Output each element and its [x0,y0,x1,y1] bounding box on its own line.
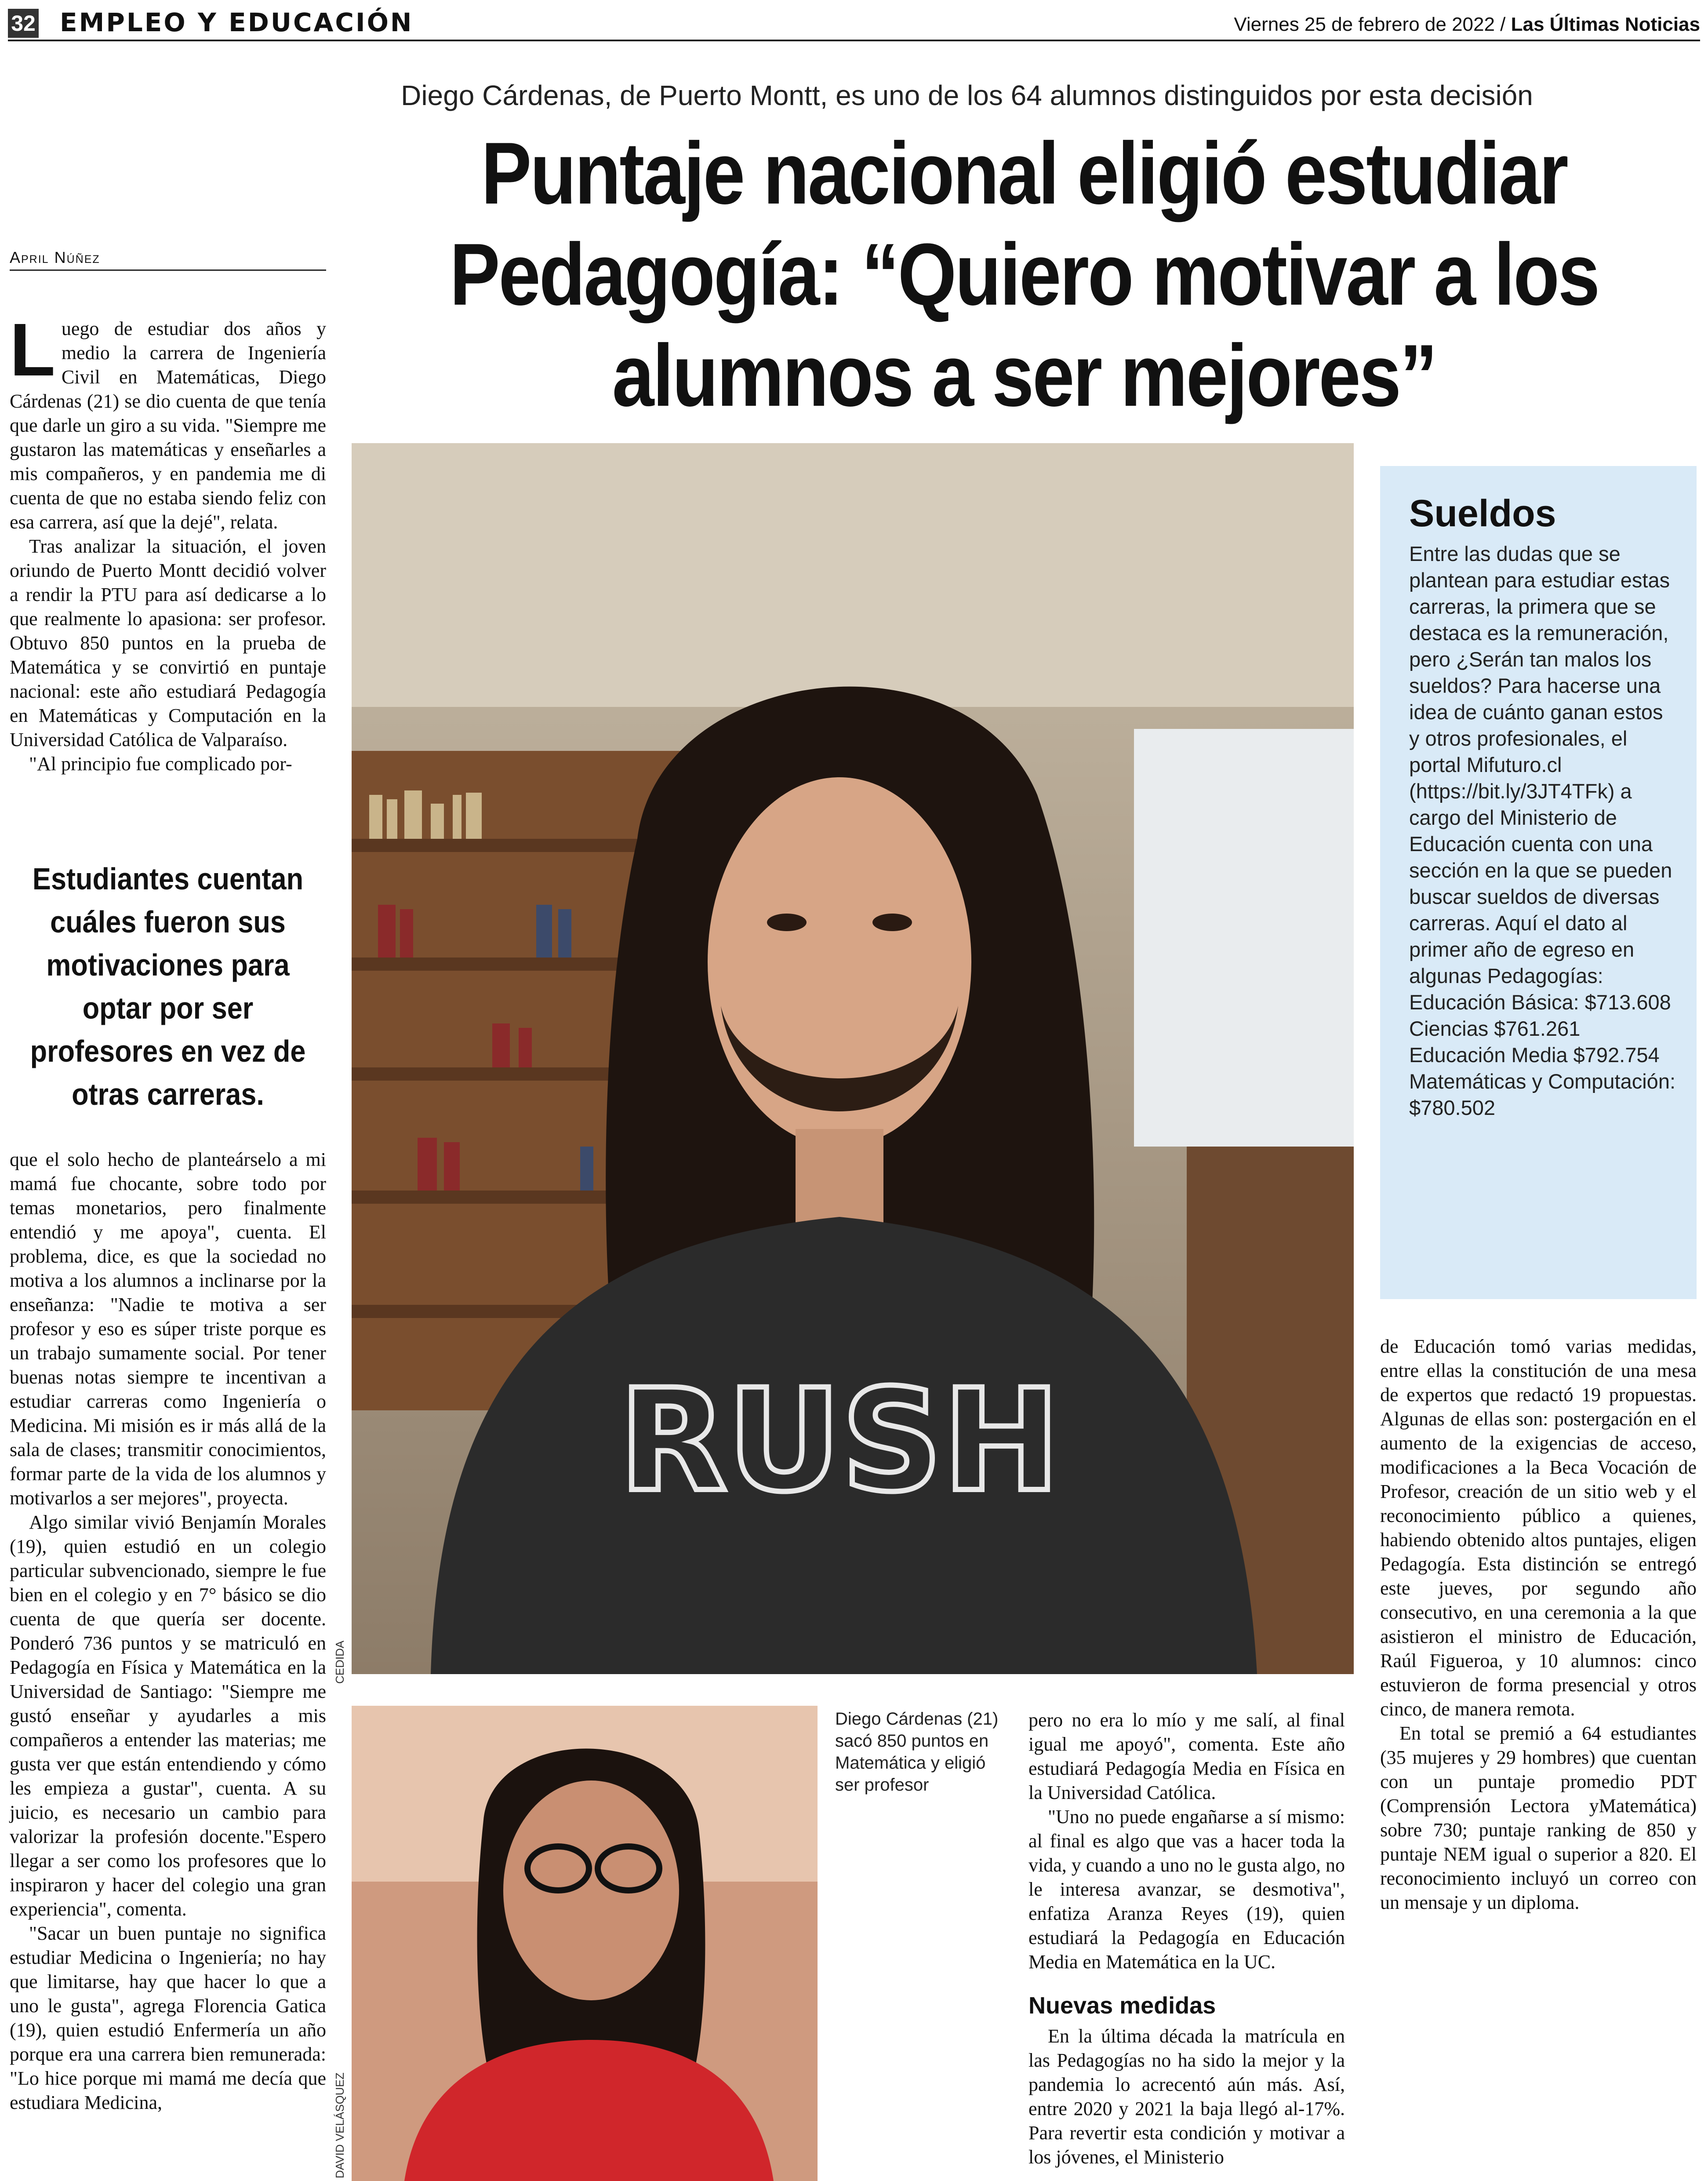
main-photo [352,443,1354,1674]
page-number: 32 [8,9,39,38]
article-column-4 [1380,1334,1697,1915]
paragraph: Tras analizar la situación, el joven oriundo de Puerto Montt decidió volver a rendir la PTU para así dedicarse a lo que realmente lo apasiona: ser profesor. Obtuvo 850 puntos en la prueba de Matemática y se convirtió en puntaje nacional: este año estudiará Pedagogía en Matemáticas y Computación en la Universidad Católica de Valparaíso. [10,535,326,750]
paragraph [10,308,326,534]
paragraph: "Uno no puede engañarse a sí mismo: al final es algo que vas a hacer toda la vida, y cuando a uno no le gusta algo, no le interesa avanzar, se desmotiva", enfatiza Aranza Reyes (19), quien estudiará la Pedagogía en Educación Media en Matemática en la UC. [1028,1806,1345,1973]
sidebar-title: Sueldos [1409,492,1556,535]
salary-item: Ciencias $761.261 [1409,1017,1581,1040]
article-column-1b [10,1147,326,2115]
second-photo [352,1706,818,2181]
paragraph: "Al principio fue complicado por- [29,753,292,775]
article-headline: Puntaje nacional eligió estudiar Pedagogía: “Quiero motivar a los alumnos a ser mejores” [450,124,1599,425]
paragraph: pero no era lo mío y me salí, al final igual me apoyó", comenta. Este año estudiará Pedagogía Media en Física en la Universidad Católica. [1028,1709,1345,1803]
paragraph: de Educación tomó varias medidas, entre ellas la constitución de una mesa de expertos que redactó 19 propuestas. Algunas de ellas son: postergación en el aumento de la exigencias de acceso, modificaciones a la Beca Vocación de Profesor, creación de un sitio web y el reconocimiento público a quienes, habiendo obtenido altos puntajes, eligen Pedagogía. Esta distinción se entregó este jueves, por segundo año consecutivo, en una ceremonia a la que asistieron el ministro de Educación, Raúl Figueroa, y 10 alumnos: cinco estuvieron de forma presencial y otros cinco, de manera remota. [1380,1336,1697,1720]
salary-list [1409,989,1679,1121]
pull-quote: Estudiantes cuentan cuáles fueron sus motivaciones para optar por ser profesores en vez de otras carreras. [30,862,306,1111]
paragraph: "Sacar un buen puntaje no significa estudiar Medicina o Ingeniería; no hay que limitarse, hay que hacer lo que a uno le gusta", agrega Florencia Gatica (19), quien estudió Enfermería un año porque era una carrera bien remunerada: "Lo hice porque mi mamá me decía que estudiara Medicina, [10,1922,326,2113]
drop-cap: L [10,308,55,392]
salary-item: Matemáticas y Computación: $780.502 [1409,1070,1676,1119]
subheading: Nuevas medidas [1028,1992,1216,2019]
paragraph: En la última década la matrícula en las Pedagogías no ha sido la mejor y la pandemia lo acrecentó aún más. Así, entre 2020 y 2021 la baja llegó al-17%. Para revertir esta condición y motivar a los jóvenes, el Ministerio [1028,2025,1345,2168]
photo-credit: CEDIDA [333,1640,346,1684]
student-portrait-illustration [352,1706,818,2181]
article-kicker: Diego Cárdenas, de Puerto Montt, es uno de los 64 alumnos distinguidos por esta decisión [401,80,1533,111]
salaries-sidebar [1380,466,1697,1299]
salary-item: Educación Media $792.754 [1409,1043,1660,1067]
paragraph: En total se premió a 64 estudiantes (35 mujeres y 29 hombres) que cuentan con un puntaje promedio PDT (Comprensión Lectora yMatemática) sobre 730; puntaje ranking de 850 y puntaje NEM igual o superior a 820. El reconocimiento incluyó un correo con un mensaje y un diploma. [1380,1722,1697,1913]
dateline [1234,11,1700,38]
portrait-illustration [352,443,1354,1674]
date-text: Viernes 25 de febrero de 2022 / [1234,14,1511,35]
page-header [8,8,1700,41]
paragraph-text: uego de estudiar dos años y medio la carrera de Ingeniería Civil en Matemáticas, Diego Cárdenas (21) se dio cuenta de que tenía que darle un giro a su vida. "Siempre me gustaron las matemáticas y enseñarles a mis compañeros, y en pandemia me di cuenta de que no estaba siendo feliz con esa carrera, así que la dejé", relata. [10,318,326,533]
paragraph: que el solo hecho de planteárselo a mi mamá fue chocante, sobre todo por temas monetarios, pero finalmente entendió y me apoya", cuenta. El problema, dice, es que la sociedad no motiva a los alumnos a inclinarse por la enseñanza: "Nadie te motiva a ser profesor y eso es súper triste porque es un trabajo sumamente social. Por tener buenas notas siempre te incentivan a estudiar carreras como Ingeniería o Medicina. Mi misión es ir más allá de la sala de clases; transmitir conocimientos, formar parte de la vida de los alumnos y motivarlos a ser mejores", proyecta. [10,1149,326,1509]
article-column-1a [10,308,326,776]
byline: April Núñez [10,248,326,271]
photo-caption: Diego Cárdenas (21) sacó 850 puntos en Matemática y eligió ser profesor [835,1709,999,1795]
photo-credit: DAVID VELÁSQUEZ [333,2072,346,2178]
salary-item: Educación Básica: $713.608 [1409,990,1671,1014]
section-title: EMPLEO Y EDUCACIÓN [60,7,414,37]
article-column-3 [1028,1708,1345,2169]
newspaper-name: Las Últimas Noticias [1511,14,1700,35]
shirt-logo-text: RUSH [618,1359,1061,1523]
sidebar-body: Entre las dudas que se plantean para estudiar estas carreras, la primera que se destaca es la remuneración, pero ¿Serán tan malos los sueldos? Para hacerse una idea de cuánto ganan estos y otros profesionales, el portal Mifuturo.cl (https://bit.ly/3JT4TFk) a cargo del Ministerio de Educación cuenta con una sección en la que se pueden buscar sueldos de diversas carreras. Aquí el dato al primer año de egreso en algunas Pedagogías: [1409,542,1672,987]
paragraph: Algo similar vivió Benjamín Morales (19), quien estudió en un colegio particular subvencionado, siempre le fue bien en el colegio y en 7° básico se dio cuenta de que quería ser docente. Ponderó 736 puntos y se matriculó en Pedagogía en Física y Matemática en la Universidad de Santiago: "Siempre me gustó enseñar y ayudarles a mis compañeros a entender las materias; me gusta ver que están entendiendo y cómo les empieza a gustar", cuenta. A su juicio, es necesario un cambio para valorizar la profesión docente."Espero llegar a ser como los profesores que lo inspiraron y hacer del colegio una gran experiencia", comenta. [10,1511,326,1920]
